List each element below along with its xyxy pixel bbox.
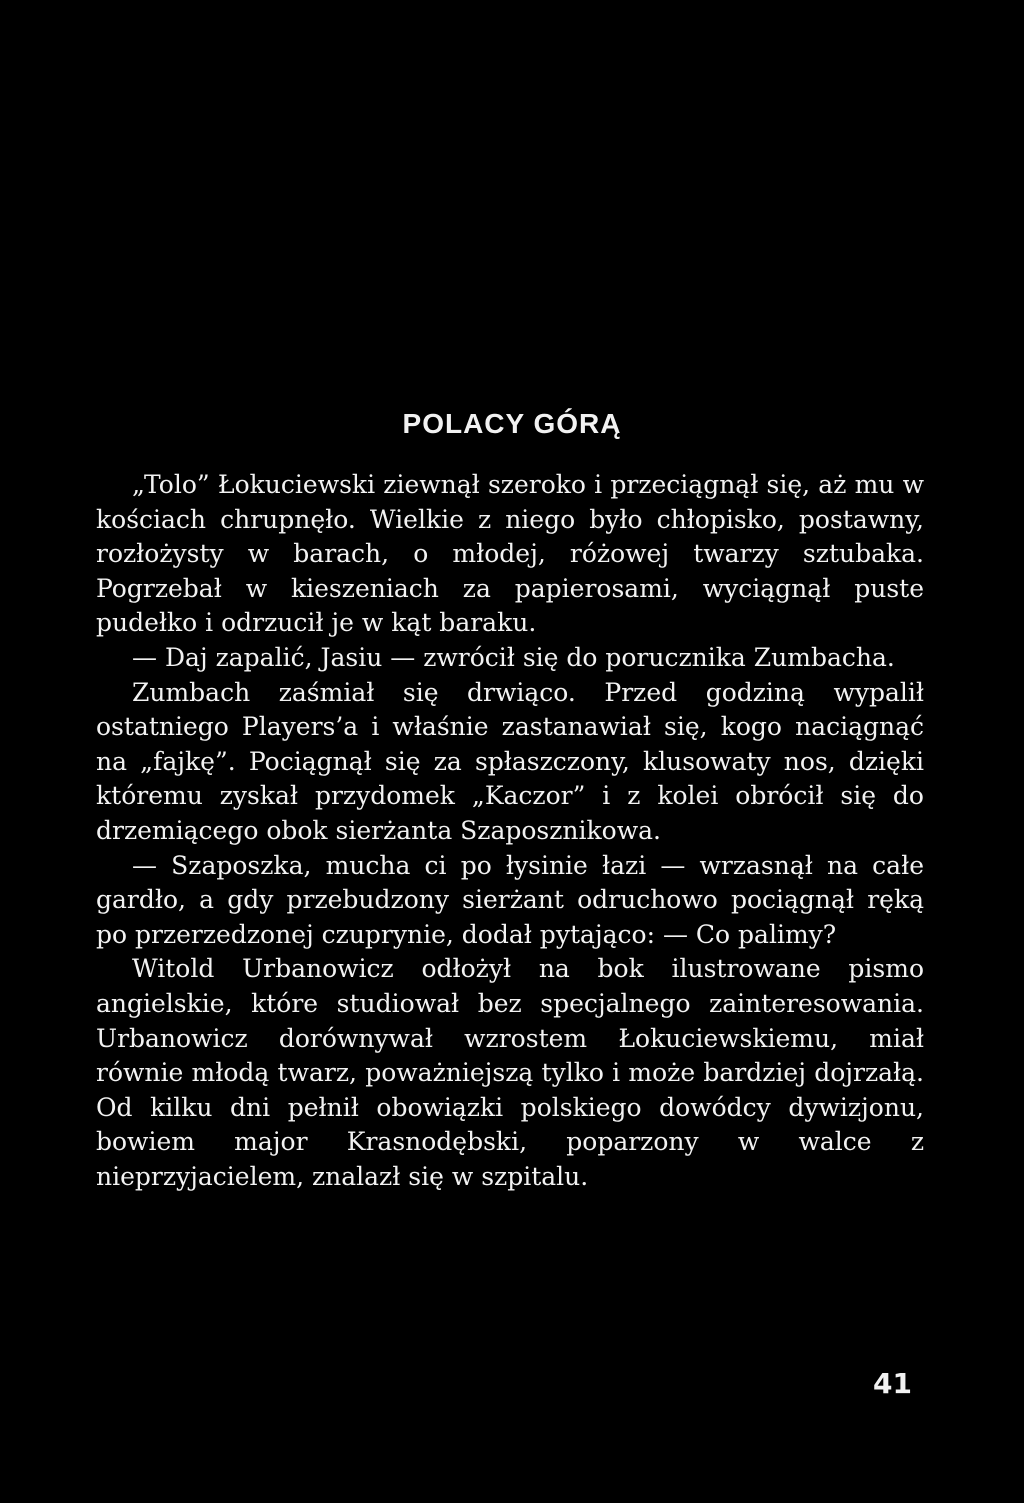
paragraph-1: „Tolo” Łokuciewski ziewnął szeroko i przeciągnął się, aż mu w kościach chrupnęło. Wielkie z niego było chłopisko, postawny, rozłożysty w barach, o młodej, różowej twarzy sztubaka. Pogrzebał w kieszeniach za papierosami, wyciągnął puste pudełko i odrzucił je w kąt baraku.: [96, 470, 924, 638]
body-text: [96, 468, 924, 1194]
paragraph-4: — Szaposzka, mucha ci po łysinie łazi — wrzasnął na całe gardło, a gdy przebudzony sierżant odruchowo pociągnął ręką po przerzedzonej czuprynie, dodał pytająco: — Co palimy?: [96, 850, 924, 949]
paragraph-5: Witold Urbanowicz odłożył na bok ilustrowane pismo angielskie, które studiował bez specjalnego zainteresowania. Urbanowicz dorównywał wzrostem Łokuciewskiemu, miał równie młodą twarz, poważniejszą tylko i może bardziej dojrzałą. Od kilku dni pełnił obowiązki polskiego dowódcy dywizjonu, bowiem major Krasnodębski, poparzony w walce z nieprzyjacielem, znalazł się w szpitalu.: [96, 954, 924, 1191]
paragraph-2: — Daj zapalić, Jasiu — zwrócił się do porucznika Zumbacha.: [132, 642, 895, 672]
chapter-title: POLACY GÓRĄ: [402, 408, 622, 439]
paragraph-3: Zumbach zaśmiał się drwiąco. Przed godziną wypalił ostatniego Players’a i właśnie zastanawiał się, kogo naciągnąć na „fajkę”. Pociągnął się za spłaszczony, klusowaty nos, dzięki któremu zyskał przydomek „Kaczor” i z kolei obrócił się do drzemiącego obok sierżanta Szaposznikowa.: [96, 677, 924, 845]
page-number: 41: [873, 1367, 912, 1400]
